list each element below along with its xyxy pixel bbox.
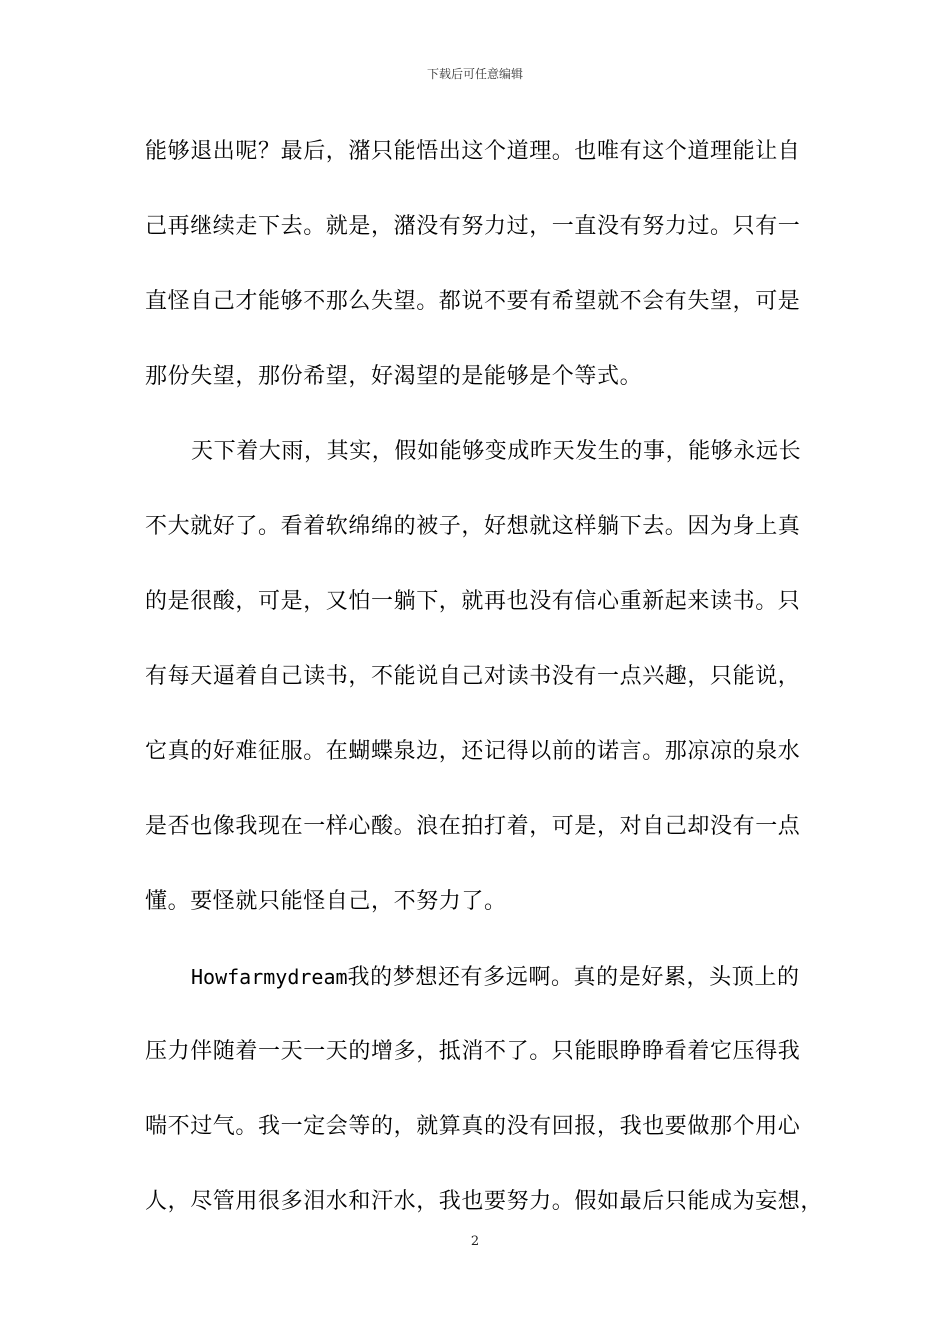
paragraph-3-latin-text: Howfarmydream [191, 965, 348, 989]
paragraph-2-line-2: 不大就好了。看着软绵绵的被子，好想就这样躺下去。因为身上真 [145, 514, 801, 539]
paragraph-2-line-7: 懂。要怪就只能怪自己，不努力了。 [145, 889, 507, 914]
paragraph-2-line-5: 它真的好难征服。在蝴蝶泉边，还记得以前的诺言。那凉凉的泉水 [145, 739, 801, 764]
paragraph-3-line-1 [191, 960, 825, 994]
page-header: 下载后可任意编辑 [426, 67, 523, 81]
paragraph-3-line-4: 人，尽管用很多泪水和汗水，我也要努力。假如最后只能成为妄想， [145, 1189, 824, 1214]
paragraph-1-line-3: 直怪自己才能够不那么失望。都说不要有希望就不会有失望，可是 [145, 289, 801, 314]
paragraph-2-line-1: 天下着大雨，其实，假如能够变成昨天发生的事，能够永远长 [191, 439, 802, 464]
paragraph-3-line-1-text: 我的梦想还有多远啊。真的是好累，头顶上的 [347, 965, 800, 990]
paragraph-2-line-4: 有每天逼着自己读书，不能说自己对读书没有一点兴趣，只能说， [145, 664, 801, 689]
paragraph-1-line-4: 那份失望，那份希望，好渴望的是能够是个等式。 [145, 364, 643, 389]
page-number: 2 [470, 1234, 480, 1249]
paragraph-1-line-1: 能够退出呢？最后，潴只能悟出这个道理。也唯有这个道理能让自 [145, 139, 801, 164]
paragraph-2-line-3: 的是很酸，可是，又怕一躺下，就再也没有信心重新起来读书。只 [145, 589, 801, 614]
paragraph-2-line-6: 是否也像我现在一样心酸。浪在拍打着，可是，对自己却没有一点 [145, 814, 801, 839]
paragraph-1-line-2: 己再继续走下去。就是，潴没有努力过，一直没有努力过。只有一 [145, 214, 801, 239]
paragraph-3-line-2: 压力伴随着一天一天的增多，抵消不了。只能眼睁睁看着它压得我 [145, 1039, 801, 1064]
paragraph-3-line-3: 喘不过气。我一定会等的，就算真的没有回报，我也要做那个用心 [145, 1114, 801, 1139]
